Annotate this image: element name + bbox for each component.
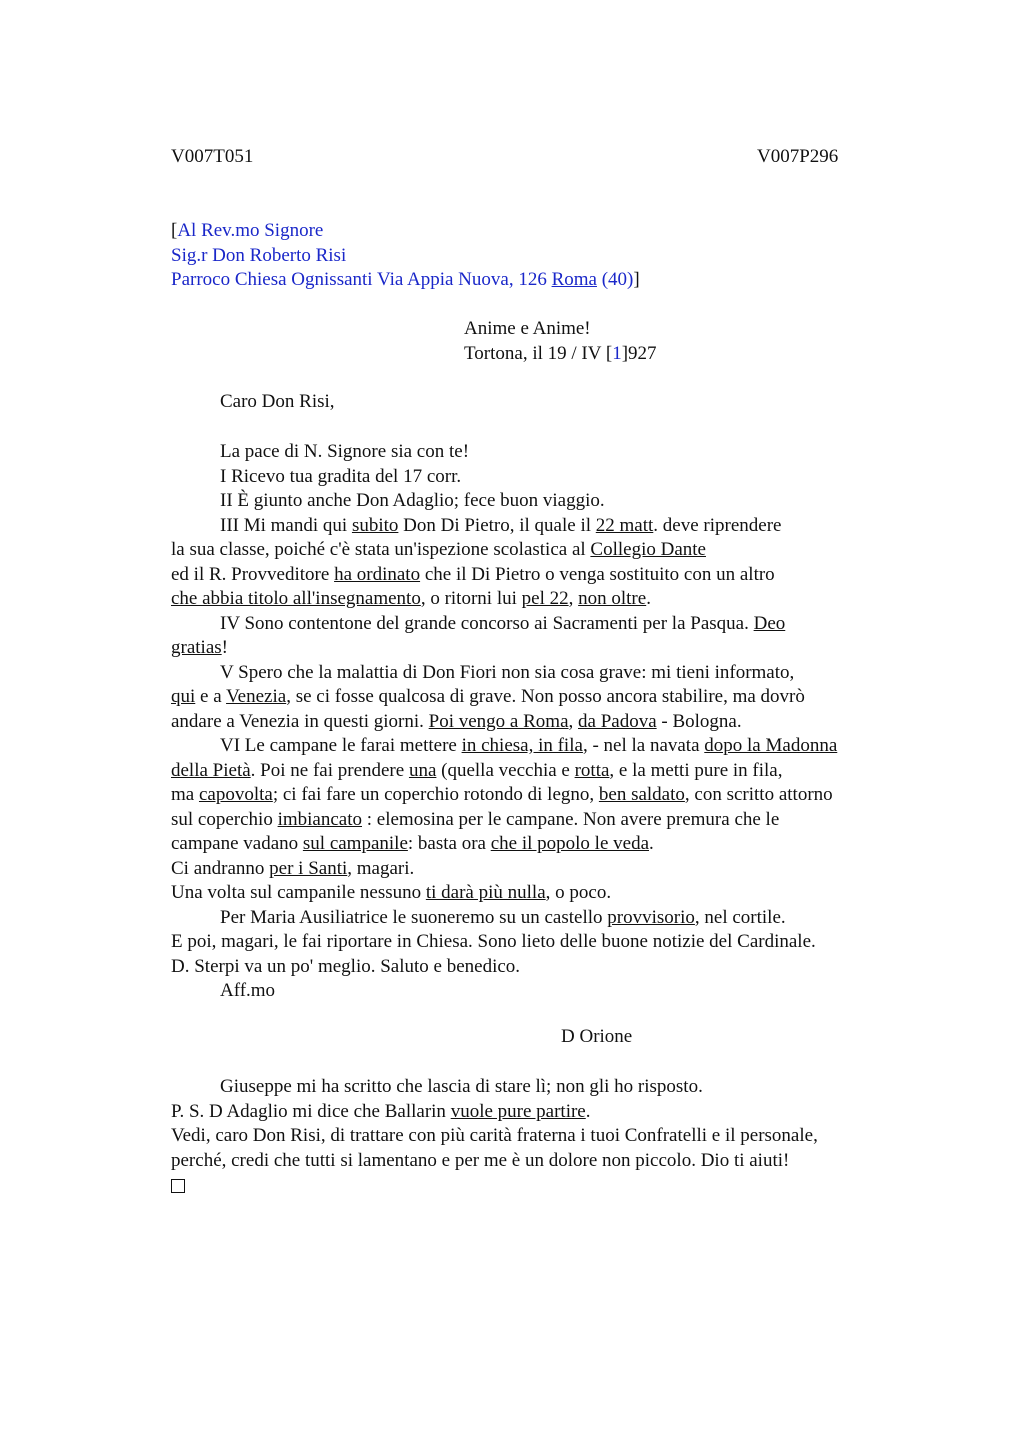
- body-line: Per Maria Ausiliatrice le suoneremo su un castello provvisorio, nel cortile.: [220, 906, 786, 928]
- square-icon: [171, 1179, 185, 1193]
- body-line: D. Sterpi va un po' meglio. Saluto e benedico.: [171, 955, 521, 977]
- body-line: VI Le campane le farai mettere in chiesa, in fila, - nel la navata dopo la Madonna: [220, 735, 838, 756]
- body-line: ma capovolta; ci fai fare un coperchio rotondo di legno, ben saldato, con scritto attorno: [171, 784, 833, 805]
- address-line-3: Parroco Chiesa Ognissanti Via Appia Nuova, 126 Roma (40)]: [171, 269, 640, 290]
- body-line: IV Sono contentone del grande concorso ai Sacramenti per la Pasqua. Deo: [220, 612, 786, 634]
- closing: Aff.mo: [220, 980, 276, 1001]
- body-line: la sua classe, poiché c'è stata un'ispezione scolastica al Collegio Dante: [171, 539, 706, 560]
- address-block: [171, 219, 640, 293]
- body-line: andare a Venezia in questi giorni. Poi vengo a Roma, da Padova - Bologna.: [171, 710, 742, 732]
- end-mark: [171, 1173, 818, 1201]
- body-line: E poi, magari, le fai riportare in Chiesa. Sono lieto delle buone notizie del Cardinale.: [171, 931, 816, 952]
- body-line: qui e a Venezia, se ci fosse qualcosa di grave. Non posso ancora stabilire, ma dovrò: [171, 686, 805, 707]
- body-line: della Pietà. Poi ne fai prendere una (quella vecchia e rotta, e la metti pure in fila,: [171, 759, 783, 781]
- body-line: La pace di N. Signore sia con te!: [220, 441, 470, 462]
- letter-body: [171, 440, 906, 1004]
- body-line: V Spero che la malattia di Don Fiori non sia cosa grave: mi tieni informato,: [220, 661, 795, 683]
- postscript-line: Vedi, caro Don Risi, di trattare con più carità fraterna i tuoi Confratelli e il personale,: [171, 1125, 818, 1146]
- address-line-2: Sig.r Don Roberto Risi: [171, 244, 347, 266]
- body-line: sul coperchio imbiancato : elemosina per le campane. Non avere premura che le: [171, 808, 780, 830]
- salutation: Caro Don Risi,: [220, 391, 335, 412]
- roma-link: Roma: [551, 269, 597, 290]
- postscript-line: Giuseppe mi ha scritto che lascia di stare lì; non gli ho risposto.: [220, 1076, 703, 1097]
- date-line: Tortona, il 19 / IV [1]927: [464, 342, 657, 364]
- body-line: campane vadano sul campanile: basta ora che il popolo le veda.: [171, 833, 654, 854]
- body-line: gratias!: [171, 637, 228, 658]
- body-line: I Ricevo tua gradita del 17 corr.: [220, 465, 462, 487]
- motto: Anime e Anime!: [464, 318, 591, 339]
- body-line: II È giunto anche Don Adaglio; fece buon viaggio.: [220, 490, 605, 511]
- postscript-block: [171, 1075, 818, 1201]
- date-block: [464, 317, 657, 366]
- page-code-right: V007P296: [757, 146, 839, 167]
- body-line: Ci andranno per i Santi, magari.: [171, 857, 415, 879]
- body-line: ed il R. Provveditore ha ordinato che il Di Pietro o venga sostituito con un altro: [171, 563, 775, 585]
- body-line: Una volta sul campanile nessuno ti darà più nulla, o poco.: [171, 882, 612, 903]
- address-line-1: [Al Rev.mo Signore: [171, 220, 324, 241]
- signature: D Orione: [561, 1026, 633, 1047]
- document-code-left: V007T051: [171, 146, 254, 167]
- body-line: III Mi mandi qui subito Don Di Pietro, il quale il 22 matt. deve riprendere: [220, 514, 782, 536]
- postscript-line: P. S. D Adaglio mi dice che Ballarin vuole pure partire.: [171, 1100, 591, 1122]
- postscript-line: perché, credi che tutti si lamentano e per me è un dolore non piccolo. Dio ti aiuti!: [171, 1149, 790, 1171]
- body-line: che abbia titolo all'insegnamento, o ritorni lui pel 22, non oltre.: [171, 588, 651, 609]
